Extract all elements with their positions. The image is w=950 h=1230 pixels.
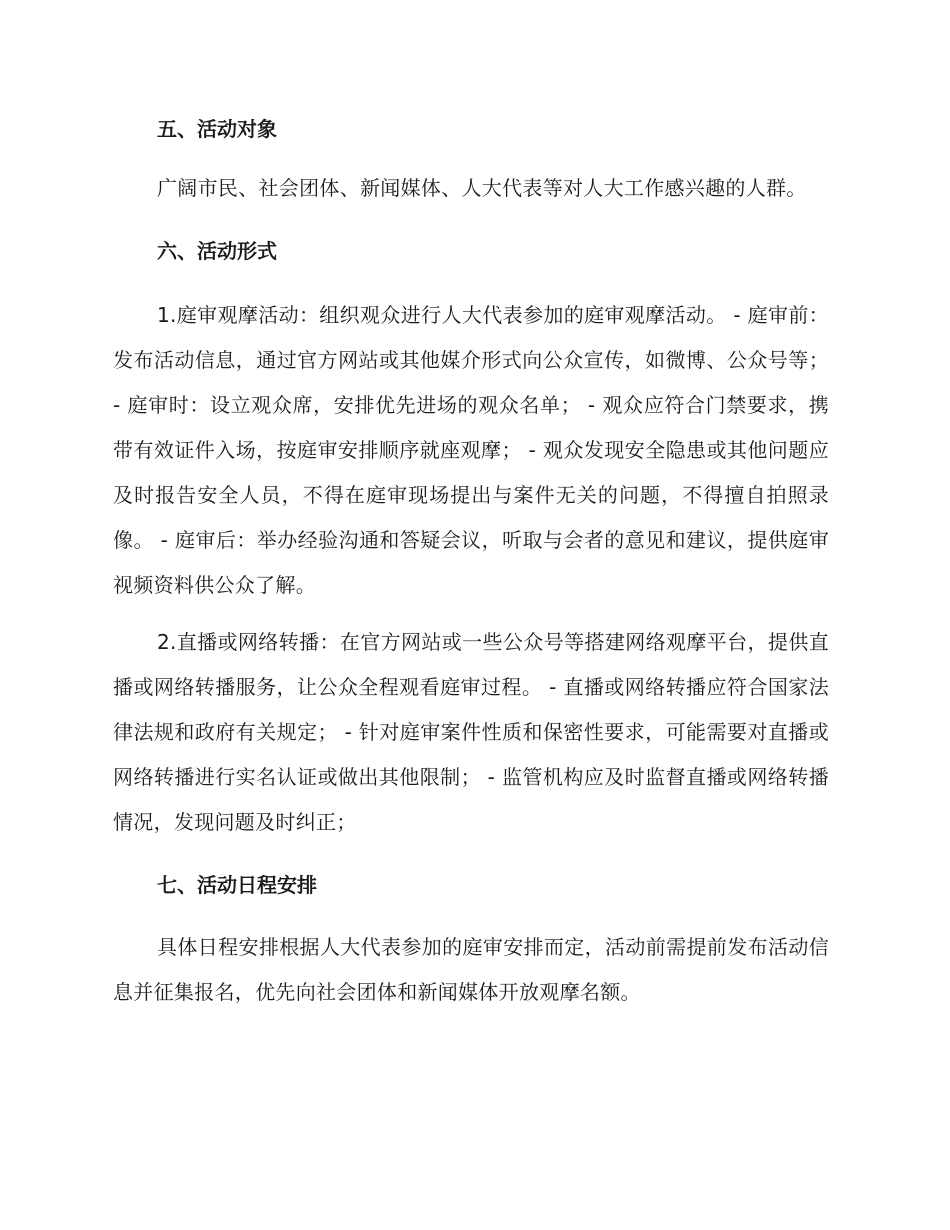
section-paragraph-5: 广阔市民、社会团体、新闻媒体、人大代表等对人大工作感兴趣的人群。 xyxy=(157,176,807,200)
section-paragraph-6-1: 1.庭审观摩活动：组织观众进行人大代表参加的庭审观摩活动。 - 庭审前：发布活动信息，通过官方网站或其他媒介形式向公众宣传，如微博、公众号等； - 庭审时：设立观众席，安排优先进场的观众名单； - 观众应符合门禁要求，携带有效证件入场，按庭审安排顺序就座观摩； - 观众发现安全隐患或其他问题应及时报告安全人员，不得在庭审现场提出与案件无关的问题，不得擅自拍照录像。 - 庭审后：举办经验沟通和答疑会议，听取与会者的意见和建议，提供庭审视频资料供公众了解。 xyxy=(113,303,829,597)
section-paragraph-7: 具体日程安排根据人大代表参加的庭审安排而定，活动前需提前发布活动信息并征集报名，优先向社会团体和新闻媒体开放观摩名额。 xyxy=(113,935,829,1004)
section-heading-7: 七、活动日程安排 xyxy=(157,873,317,897)
section-paragraph-6-2: 2.直播或网络转播：在官方网站或一些公众号等搭建网络观摩平台，提供直播或网络转播服务，让公众全程观看庭审过程。 - 直播或网络转播应符合国家法律法规和政府有关规定； - 针对庭审案件性质和保密性要求，可能需要对直播或网络转播进行实名认证或做出其他限制； - 监管机构应及时监督直播或网络转播情况，发现问题及时纠正； xyxy=(113,630,829,834)
document-page xyxy=(113,112,829,1015)
section-heading-5: 五、活动对象 xyxy=(157,117,277,141)
section-heading-6: 六、活动形式 xyxy=(157,239,277,263)
